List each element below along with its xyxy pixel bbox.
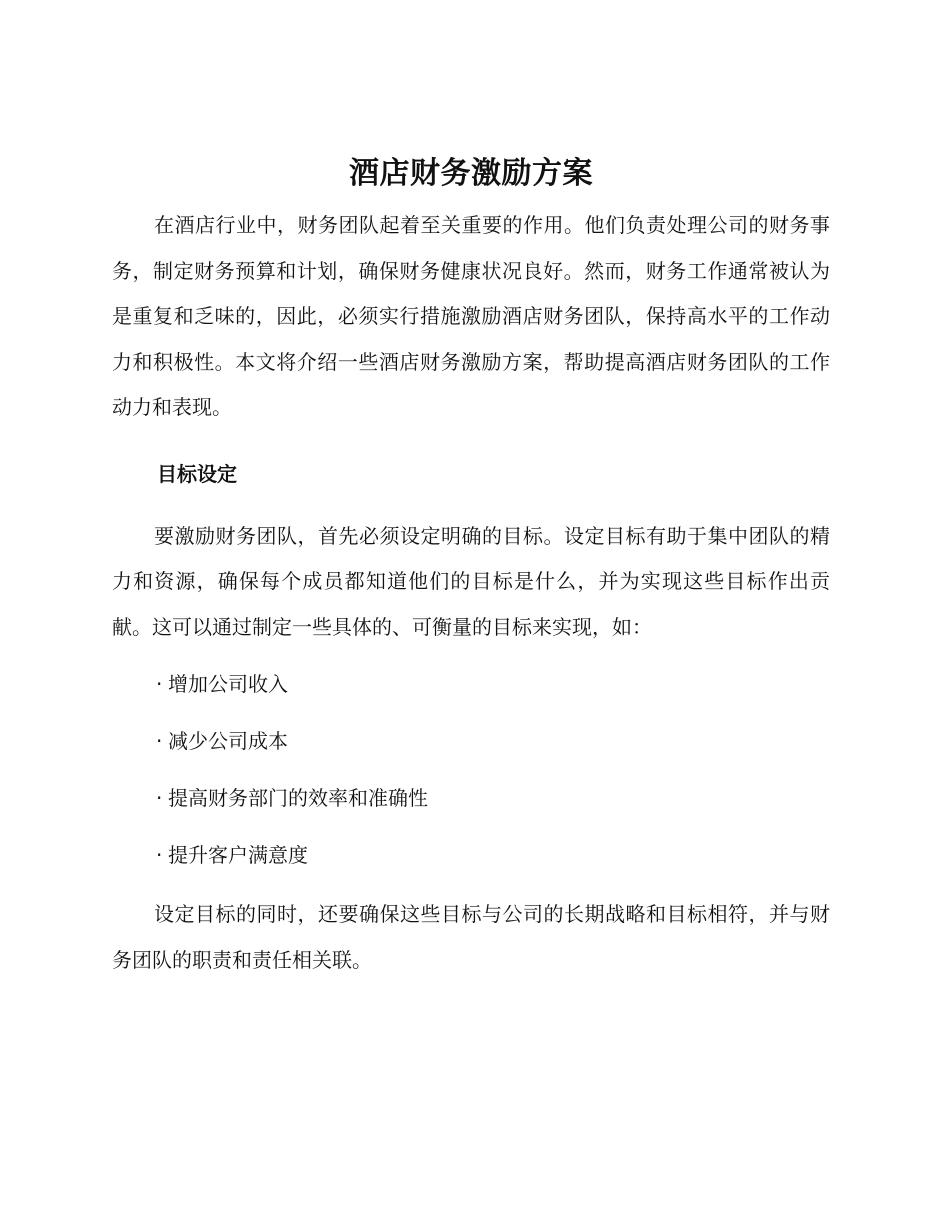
goal-list-item-text: 增加公司收入 — [168, 672, 288, 696]
intro-paragraph: 在酒店行业中，财务团队起着至关重要的作用。他们负责处理公司的财务事务，制定财务预算和计划，确保财务健康状况良好。然而，财务工作通常被认为是重复和乏味的，因此，必须实行措施激励酒店财务团队，保持高水平的工作动力和积极性。本文将介绍一些酒店财务激励方案，帮助提高酒店财务团队的工作动力和表现。 — [112, 213, 830, 419]
document-page — [112, 148, 830, 983]
goal-list-item — [112, 726, 830, 756]
goal-list-item — [112, 840, 830, 870]
bullet-mark: · — [156, 672, 163, 696]
document-title: 酒店财务激励方案 — [349, 156, 593, 191]
bullet-mark: · — [156, 729, 163, 753]
goal-setting-paragraph: 要激励财务团队，首先必须设定明确的目标。设定目标有助于集中团队的精力和资源，确保每个成员都知道他们的目标是什么，并为实现这些目标作出贡献。这可以通过制定一些具体的、可衡量的目标来实现，如： — [112, 523, 830, 639]
goal-list-item-text: 提高财务部门的效率和准确性 — [168, 786, 428, 810]
bullet-mark: · — [156, 843, 163, 867]
goal-list-item — [112, 783, 830, 813]
bullet-mark: · — [156, 786, 163, 810]
goal-list-item-text: 减少公司成本 — [168, 729, 288, 753]
goal-list-item — [112, 669, 830, 699]
goal-list — [112, 669, 830, 870]
closing-paragraph: 设定目标的同时，还要确保这些目标与公司的长期战略和目标相符，并与财务团队的职责和责任相关联。 — [112, 902, 830, 972]
goal-list-item-text: 提升客户满意度 — [168, 843, 308, 867]
section-heading-goal-setting: 目标设定 — [157, 461, 237, 486]
